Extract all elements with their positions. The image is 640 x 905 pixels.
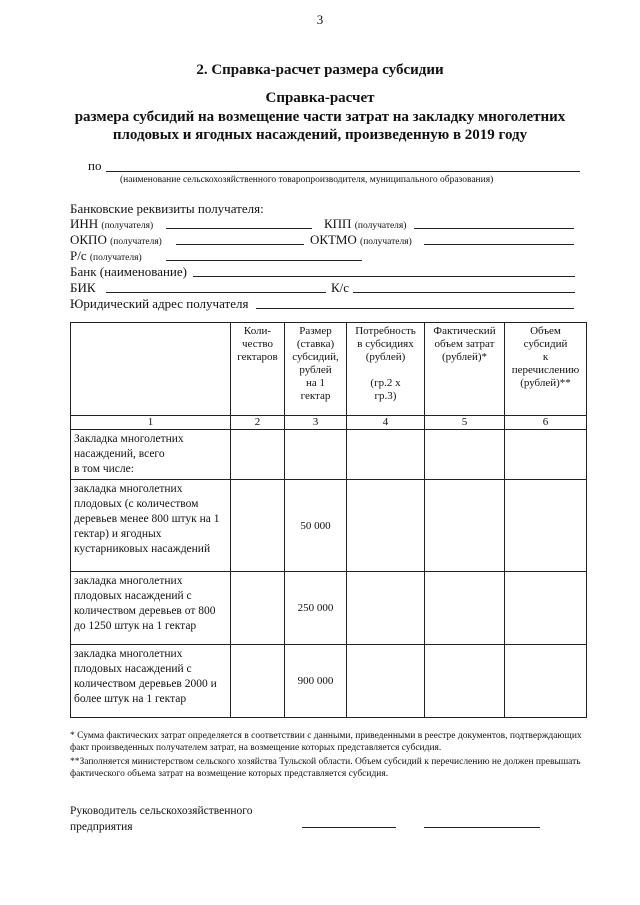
bank-name-field[interactable]	[193, 276, 575, 277]
column-number: 2	[231, 416, 285, 430]
actual-costs-cell[interactable]	[425, 480, 505, 572]
hectares-cell[interactable]	[231, 480, 285, 572]
rs-label-text: Р/с	[70, 248, 87, 263]
bik-label: БИК	[70, 280, 96, 295]
hectares-cell[interactable]	[231, 430, 285, 480]
row-name: Закладка многолетних насаждений, всего в том числе:	[71, 430, 231, 480]
rate-cell	[285, 430, 347, 480]
recipient-name-field[interactable]	[106, 171, 580, 172]
subsidy-calculation-table	[70, 322, 587, 718]
rate-cell: 250 000	[285, 572, 347, 645]
transfer-amount-cell[interactable]	[505, 572, 587, 645]
document-subtitle	[0, 108, 640, 144]
inn-label-text: ИНН	[70, 216, 99, 231]
header-need: Потребность в субсидиях (рублей) (гр.2 х гр.3)	[347, 323, 425, 416]
header-hectares: Коли- чество гектаров	[231, 323, 285, 416]
rate-cell: 900 000	[285, 645, 347, 718]
ks-label: К/с	[331, 280, 350, 295]
signature-field[interactable]	[302, 827, 396, 828]
inn-label	[70, 216, 153, 232]
oktmo-label-text: ОКТМО	[310, 232, 357, 247]
signature-block	[70, 803, 252, 835]
table-row	[71, 480, 587, 572]
transfer-amount-cell[interactable]	[505, 645, 587, 718]
okpo-label-text: ОКПО	[70, 232, 107, 247]
actual-costs-cell[interactable]	[425, 430, 505, 480]
row-name: закладка многолетних плодовых (с количеством деревьев менее 800 штук на 1 гектар) и ягодных кустарниковых насаждений	[71, 480, 231, 572]
actual-costs-cell[interactable]	[425, 572, 505, 645]
header-transfer-amount: Объем субсидий к перечислению (рублей)**	[505, 323, 587, 416]
rate-cell: 50 000	[285, 480, 347, 572]
okpo-field[interactable]	[176, 244, 304, 245]
need-cell[interactable]	[347, 480, 425, 572]
signature-line-2: предприятия	[70, 821, 133, 833]
column-number: 3	[285, 416, 347, 430]
column-number: 6	[505, 416, 587, 430]
transfer-amount-cell[interactable]	[505, 480, 587, 572]
ks-field[interactable]	[353, 292, 575, 293]
column-numbers-row	[71, 416, 587, 430]
actual-costs-cell[interactable]	[425, 645, 505, 718]
oktmo-note: (получателя)	[360, 237, 412, 247]
need-cell[interactable]	[347, 645, 425, 718]
oktmo-label	[310, 232, 412, 248]
address-label: Юридический адрес получателя	[70, 296, 249, 311]
document-subtitle-line-1: размера субсидий на возмещение части затрат на закладку многолетних	[74, 109, 566, 125]
header-rate: Размер (ставка) субсидий, рублей на 1 гектар	[285, 323, 347, 416]
kpp-field[interactable]	[414, 228, 574, 229]
need-cell[interactable]	[347, 572, 425, 645]
row-name: закладка многолетних плодовых насаждений с количеством деревьев от 800 до 1250 штук на 1 гектар	[71, 572, 231, 645]
kpp-note: (получателя)	[354, 221, 407, 231]
rs-note: (получателя)	[89, 253, 142, 263]
rs-label	[70, 248, 142, 264]
bank-name-label: Банк (наименование)	[70, 264, 187, 279]
column-number: 4	[347, 416, 425, 430]
bik-field[interactable]	[106, 292, 326, 293]
address-field[interactable]	[256, 308, 574, 309]
bank-details-heading: Банковские реквизиты получателя:	[70, 201, 264, 216]
hectares-cell[interactable]	[231, 645, 285, 718]
table-header-row	[71, 323, 587, 416]
signature-name-field[interactable]	[424, 827, 540, 828]
page-number: 3	[316, 12, 324, 27]
inn-note: (получателя)	[101, 221, 154, 231]
header-name	[71, 323, 231, 416]
hectares-cell[interactable]	[231, 572, 285, 645]
table-row	[71, 430, 587, 480]
recipient-hint: (наименование сельскохозяйственного товаропроизводителя, муниципального образования)	[120, 175, 494, 185]
row-name: закладка многолетних плодовых насаждений с количеством деревьев 2000 и более штук на 1 гектар	[71, 645, 231, 718]
kpp-label	[324, 216, 406, 232]
footnote-transfer-amount: **Заполняется министерством сельского хозяйства Тульской области. Объем субсидий к перечислению не должен превышать фактического объема затрат на возмещение которых представляется субсидия.	[70, 757, 581, 779]
table-row	[71, 572, 587, 645]
footnote-actual-costs: * Сумма фактических затрат определяется в соответствии с данными, приведенными в реестре документов, подтверждающих факт произведенных получателем затрат, на возмещение которых представляется субсидия.	[70, 731, 582, 753]
need-cell[interactable]	[347, 430, 425, 480]
document-subtitle-line-2: плодовых и ягодных насаждений, произведенную в 2019 году	[112, 127, 528, 143]
table-row	[71, 645, 587, 718]
header-actual-costs: Фактический объем затрат (рублей)*	[425, 323, 505, 416]
document-title: Справка-расчет	[265, 90, 375, 106]
okpo-label	[70, 232, 162, 248]
column-number: 5	[425, 416, 505, 430]
signature-line-1: Руководитель сельскохозяйственного	[70, 805, 253, 817]
transfer-amount-cell[interactable]	[505, 430, 587, 480]
okpo-note: (получателя)	[110, 237, 162, 247]
column-number: 1	[71, 416, 231, 430]
section-title: 2. Справка-расчет размера субсидии	[196, 62, 444, 78]
oktmo-field[interactable]	[424, 244, 574, 245]
rs-field[interactable]	[166, 260, 362, 261]
kpp-label-text: КПП	[324, 216, 352, 231]
inn-field[interactable]	[166, 228, 312, 229]
recipient-prefix: по	[88, 158, 102, 173]
